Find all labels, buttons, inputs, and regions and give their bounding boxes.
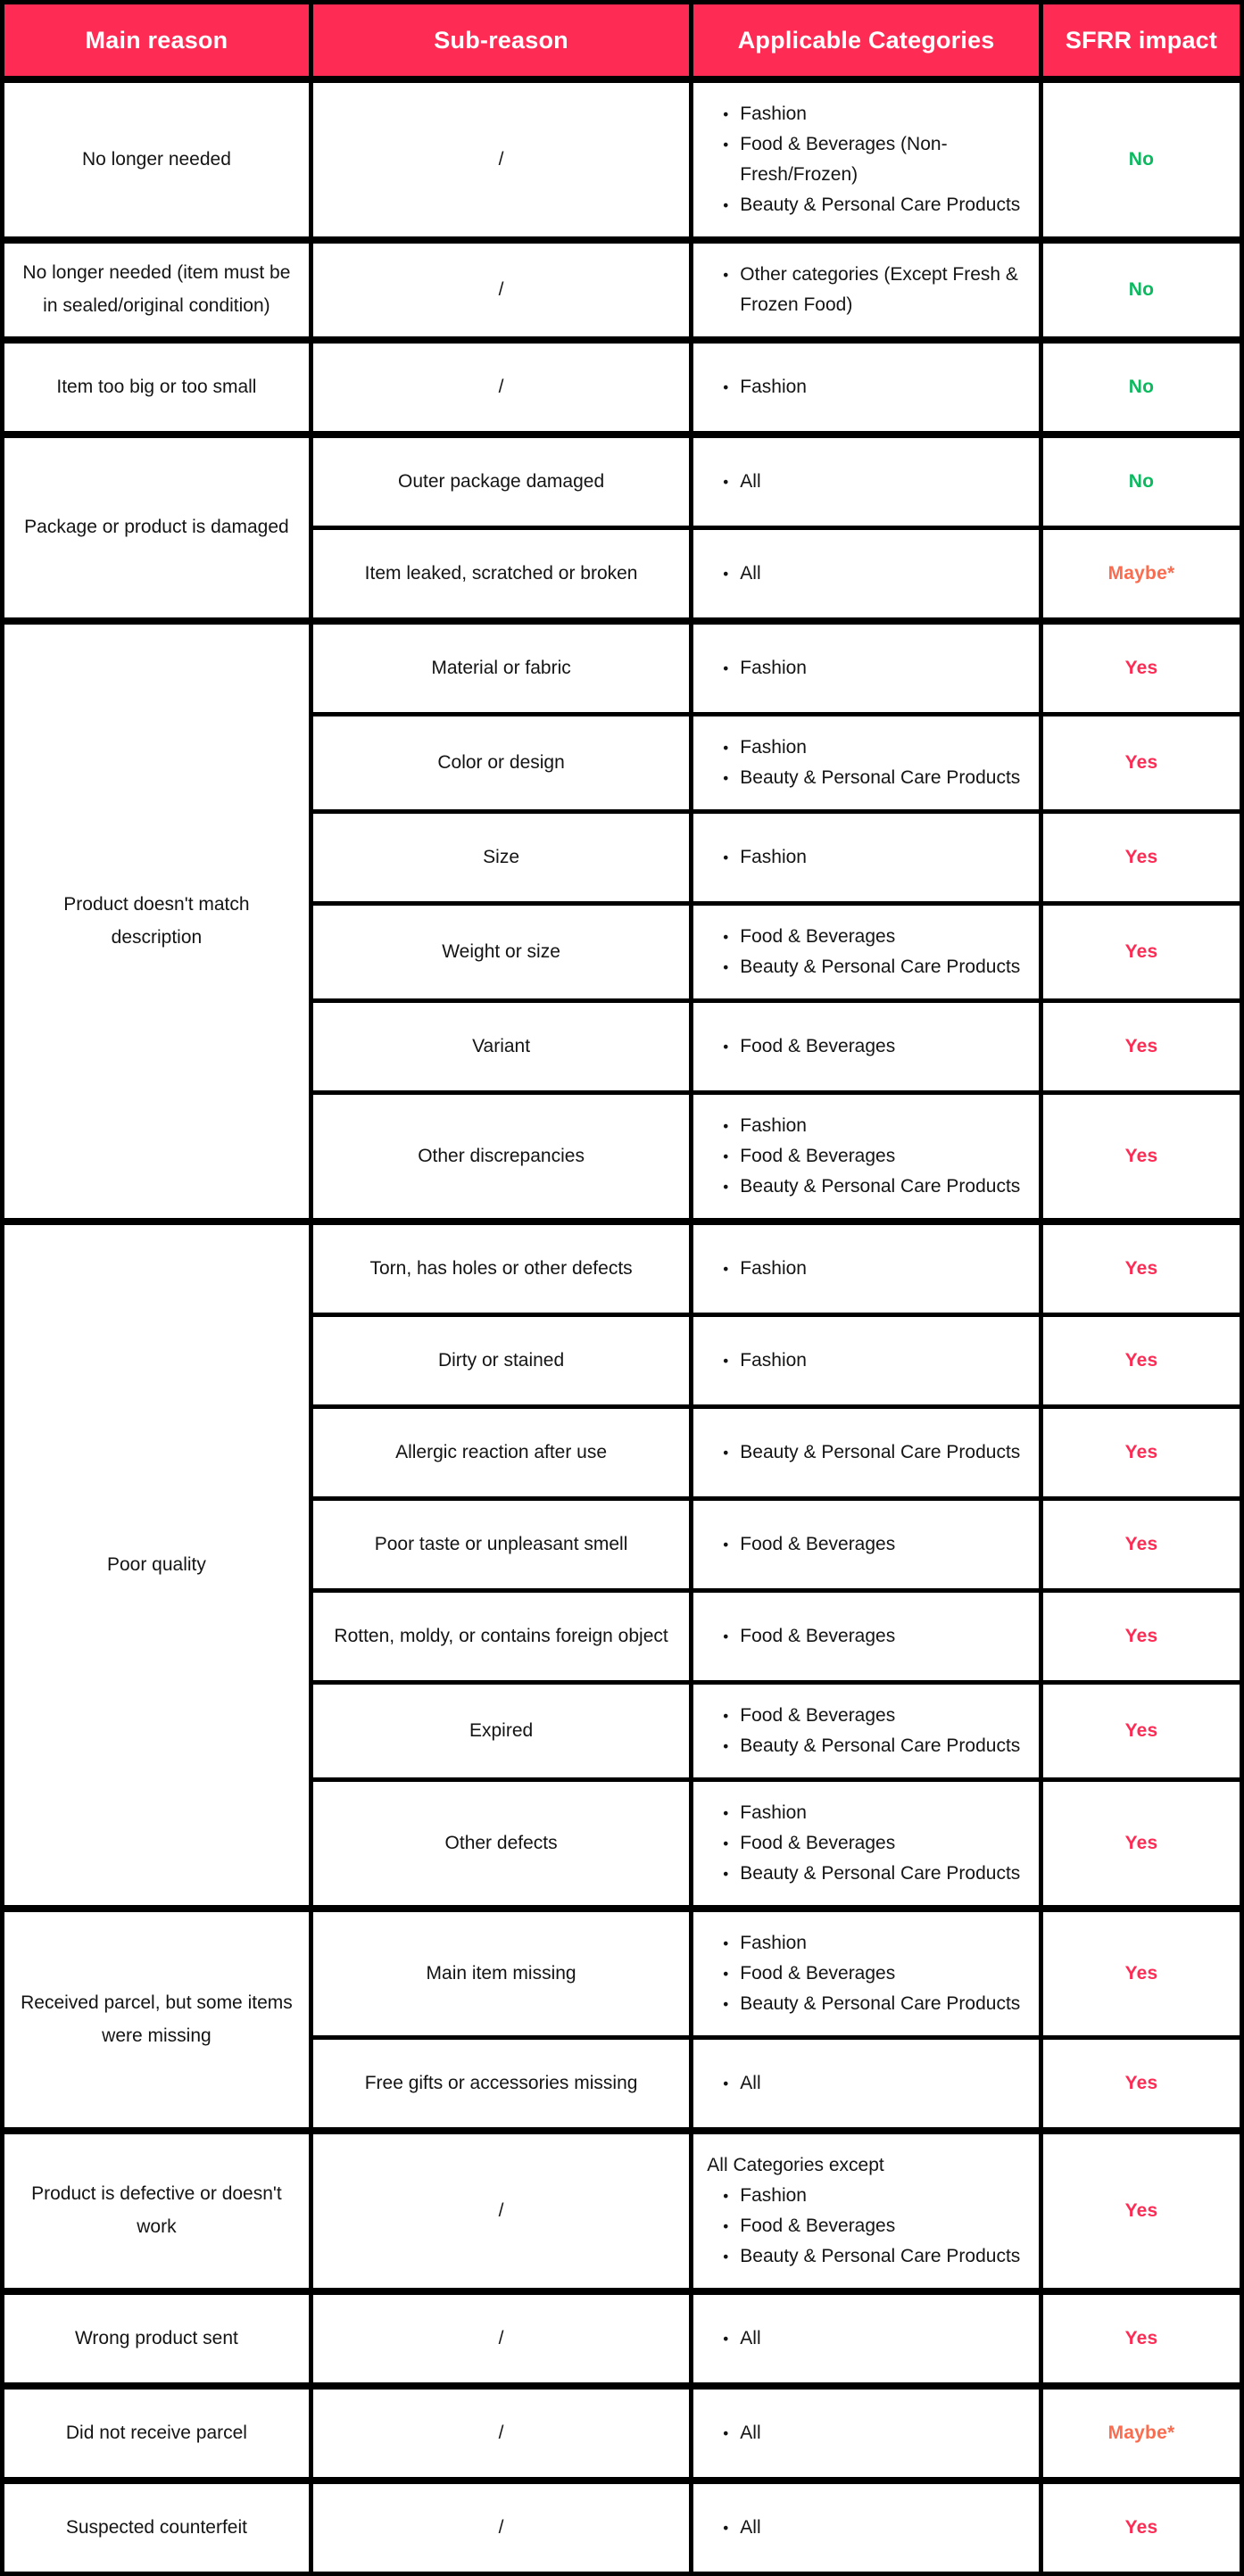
table-body	[3, 79, 1242, 2573]
impact-cell: Maybe*	[1041, 528, 1241, 622]
sub-reason-cell: Variant	[311, 1001, 691, 1093]
sub-reason-cell: Expired	[311, 1683, 691, 1780]
sub-reason-cell: /	[311, 2481, 691, 2574]
categories-cell	[692, 715, 1041, 812]
category-item: • Beauty & Personal Care Products	[705, 1859, 1030, 1889]
category-item: • Fashion	[705, 372, 1030, 402]
sub-reason-cell: Size	[311, 812, 691, 904]
sub-reason-cell: Item leaked, scratched or broken	[311, 528, 691, 622]
category-item: • Beauty & Personal Care Products	[705, 1172, 1030, 1202]
categories-cell	[692, 1499, 1041, 1591]
category-list	[705, 2513, 1030, 2543]
main-reason-cell: No longer needed (item must be in sealed/original condition)	[3, 240, 311, 340]
impact-cell: Maybe*	[1041, 2386, 1241, 2481]
impact-cell: No	[1041, 340, 1241, 435]
categories-cell	[692, 528, 1041, 622]
table-row	[3, 2386, 1242, 2481]
sub-reason-cell: Material or fabric	[311, 621, 691, 715]
categories-cell	[692, 1407, 1041, 1499]
categories-cell	[692, 340, 1041, 435]
category-list	[705, 733, 1030, 793]
header-sfrr-impact: SFRR impact	[1041, 3, 1241, 80]
category-list	[705, 260, 1030, 320]
table-row	[3, 79, 1242, 240]
category-list	[705, 842, 1030, 873]
impact-cell: Yes	[1041, 2038, 1241, 2132]
sub-reason-cell: Torn, has holes or other defects	[311, 1222, 691, 1315]
sub-reason-cell: /	[311, 2131, 691, 2291]
category-list	[705, 2068, 1030, 2099]
sub-reason-cell: Other defects	[311, 1780, 691, 1909]
category-item: • Food & Beverages	[705, 1828, 1030, 1859]
categories-cell	[692, 1591, 1041, 1683]
sub-reason-cell: Dirty or stained	[311, 1315, 691, 1407]
table-row	[3, 2481, 1242, 2574]
category-item: • Food & Beverages	[705, 2211, 1030, 2241]
impact-cell: No	[1041, 435, 1241, 528]
header-row	[3, 3, 1242, 80]
impact-cell: Yes	[1041, 2481, 1241, 2574]
category-item: • Beauty & Personal Care Products	[705, 763, 1030, 793]
categories-cell	[692, 2291, 1041, 2386]
categories-cell	[692, 2386, 1041, 2481]
category-list	[705, 1111, 1030, 1202]
main-reason-cell: Product is defective or doesn't work	[3, 2131, 311, 2291]
main-reason-cell: Suspected counterfeit	[3, 2481, 311, 2574]
category-list	[705, 653, 1030, 683]
main-reason-cell: Package or product is damaged	[3, 435, 311, 621]
categories-cell	[692, 2481, 1041, 2574]
category-list	[705, 559, 1030, 589]
sub-reason-cell: /	[311, 340, 691, 435]
category-item: • Beauty & Personal Care Products	[705, 1437, 1030, 1468]
header-applicable-categories: Applicable Categories	[692, 3, 1041, 80]
category-list	[705, 1437, 1030, 1468]
header-sub-reason: Sub-reason	[311, 3, 691, 80]
categories-cell	[692, 1093, 1041, 1222]
impact-cell: No	[1041, 240, 1241, 340]
category-item: • Food & Beverages	[705, 1701, 1030, 1731]
categories-cell	[692, 2131, 1041, 2291]
category-list	[705, 1798, 1030, 1889]
table-row	[3, 2131, 1242, 2291]
category-list	[705, 922, 1030, 982]
table-row	[3, 340, 1242, 435]
category-list	[705, 467, 1030, 497]
categories-cell	[692, 2038, 1041, 2132]
sub-reason-cell: Poor taste or unpleasant smell	[311, 1499, 691, 1591]
impact-cell: Yes	[1041, 1909, 1241, 2038]
category-item: • Fashion	[705, 1798, 1030, 1828]
impact-cell: Yes	[1041, 1780, 1241, 1909]
categories-cell	[692, 904, 1041, 1001]
category-item: • All	[705, 2418, 1030, 2448]
category-item: • All	[705, 2513, 1030, 2543]
impact-cell: Yes	[1041, 1591, 1241, 1683]
category-item: • All	[705, 2323, 1030, 2354]
table-row	[3, 435, 1242, 528]
impact-cell: Yes	[1041, 2131, 1241, 2291]
category-list	[705, 1346, 1030, 1376]
category-item: • Fashion	[705, 1254, 1030, 1284]
category-item: • Fashion	[705, 1928, 1030, 1959]
category-list	[705, 1701, 1030, 1761]
impact-cell: Yes	[1041, 1499, 1241, 1591]
category-list	[705, 1031, 1030, 1062]
sub-reason-cell: Other discrepancies	[311, 1093, 691, 1222]
category-item: • Fashion	[705, 2181, 1030, 2211]
main-reason-cell: Product doesn't match description	[3, 621, 311, 1222]
categories-cell	[692, 79, 1041, 240]
categories-cell	[692, 1222, 1041, 1315]
impact-cell: Yes	[1041, 1222, 1241, 1315]
sub-reason-cell: Outer package damaged	[311, 435, 691, 528]
table-row	[3, 240, 1242, 340]
sub-reason-cell: Rotten, moldy, or contains foreign object	[311, 1591, 691, 1683]
category-list	[705, 1928, 1030, 2019]
categories-cell	[692, 1315, 1041, 1407]
impact-cell: Yes	[1041, 1407, 1241, 1499]
category-item: • Fashion	[705, 733, 1030, 763]
table-header	[3, 3, 1242, 80]
sub-reason-cell: Weight or size	[311, 904, 691, 1001]
category-item: • All	[705, 559, 1030, 589]
sub-reason-cell: Free gifts or accessories missing	[311, 2038, 691, 2132]
sub-reason-cell: /	[311, 2291, 691, 2386]
impact-cell: Yes	[1041, 715, 1241, 812]
category-item: • Beauty & Personal Care Products	[705, 952, 1030, 982]
category-list	[705, 1254, 1030, 1284]
category-item: • Beauty & Personal Care Products	[705, 190, 1030, 220]
category-item: • Fashion	[705, 842, 1030, 873]
sub-reason-cell: /	[311, 2386, 691, 2481]
impact-cell: Yes	[1041, 2291, 1241, 2386]
categories-cell	[692, 812, 1041, 904]
main-reason-cell: No longer needed	[3, 79, 311, 240]
impact-cell: Yes	[1041, 1683, 1241, 1780]
category-item: • Fashion	[705, 99, 1030, 129]
category-item: • Fashion	[705, 1111, 1030, 1141]
category-item: • Food & Beverages	[705, 1529, 1030, 1560]
sub-reason-cell: /	[311, 79, 691, 240]
categories-cell	[692, 435, 1041, 528]
category-item: • Food & Beverages	[705, 1141, 1030, 1172]
category-item: • Food & Beverages (Non-Fresh/Frozen)	[705, 129, 1030, 190]
categories-cell	[692, 621, 1041, 715]
table-row	[3, 1909, 1242, 2038]
category-list	[705, 2181, 1030, 2272]
categories-cell	[692, 1780, 1041, 1909]
impact-cell: Yes	[1041, 904, 1241, 1001]
category-item: • Beauty & Personal Care Products	[705, 1989, 1030, 2019]
category-list	[705, 2323, 1030, 2354]
category-item: • Food & Beverages	[705, 922, 1030, 952]
category-item: • Food & Beverages	[705, 1031, 1030, 1062]
main-reason-cell: Received parcel, but some items were missing	[3, 1909, 311, 2131]
categories-cell	[692, 1001, 1041, 1093]
table-row	[3, 2291, 1242, 2386]
impact-cell: Yes	[1041, 1093, 1241, 1222]
impact-cell: Yes	[1041, 1001, 1241, 1093]
impact-cell: Yes	[1041, 621, 1241, 715]
impact-cell: No	[1041, 79, 1241, 240]
category-item: • Fashion	[705, 653, 1030, 683]
category-item: • Other categories (Except Fresh & Frozen Food)	[705, 260, 1030, 320]
category-item: • Food & Beverages	[705, 1621, 1030, 1652]
main-reason-cell: Item too big or too small	[3, 340, 311, 435]
categories-cell	[692, 1683, 1041, 1780]
impact-cell: Yes	[1041, 812, 1241, 904]
category-item: • Food & Beverages	[705, 1959, 1030, 1989]
category-list	[705, 1529, 1030, 1560]
categories-cell	[692, 240, 1041, 340]
category-item: • All	[705, 2068, 1030, 2099]
table-row	[3, 621, 1242, 715]
main-reason-cell: Poor quality	[3, 1222, 311, 1909]
category-list	[705, 99, 1030, 220]
categories-prefix: All Categories except	[707, 2155, 884, 2176]
sub-reason-cell: Allergic reaction after use	[311, 1407, 691, 1499]
main-reason-cell: Did not receive parcel	[3, 2386, 311, 2481]
category-list	[705, 2418, 1030, 2448]
category-item: • All	[705, 467, 1030, 497]
category-list	[705, 372, 1030, 402]
sub-reason-cell: Main item missing	[311, 1909, 691, 2038]
category-item: • Beauty & Personal Care Products	[705, 1731, 1030, 1761]
category-item: • Fashion	[705, 1346, 1030, 1376]
category-list	[705, 1621, 1030, 1652]
sub-reason-cell: /	[311, 240, 691, 340]
sub-reason-cell: Color or design	[311, 715, 691, 812]
impact-cell: Yes	[1041, 1315, 1241, 1407]
header-main-reason: Main reason	[3, 3, 311, 80]
table-row	[3, 1222, 1242, 1315]
main-reason-cell: Wrong product sent	[3, 2291, 311, 2386]
categories-cell	[692, 1909, 1041, 2038]
category-item: • Beauty & Personal Care Products	[705, 2241, 1030, 2272]
